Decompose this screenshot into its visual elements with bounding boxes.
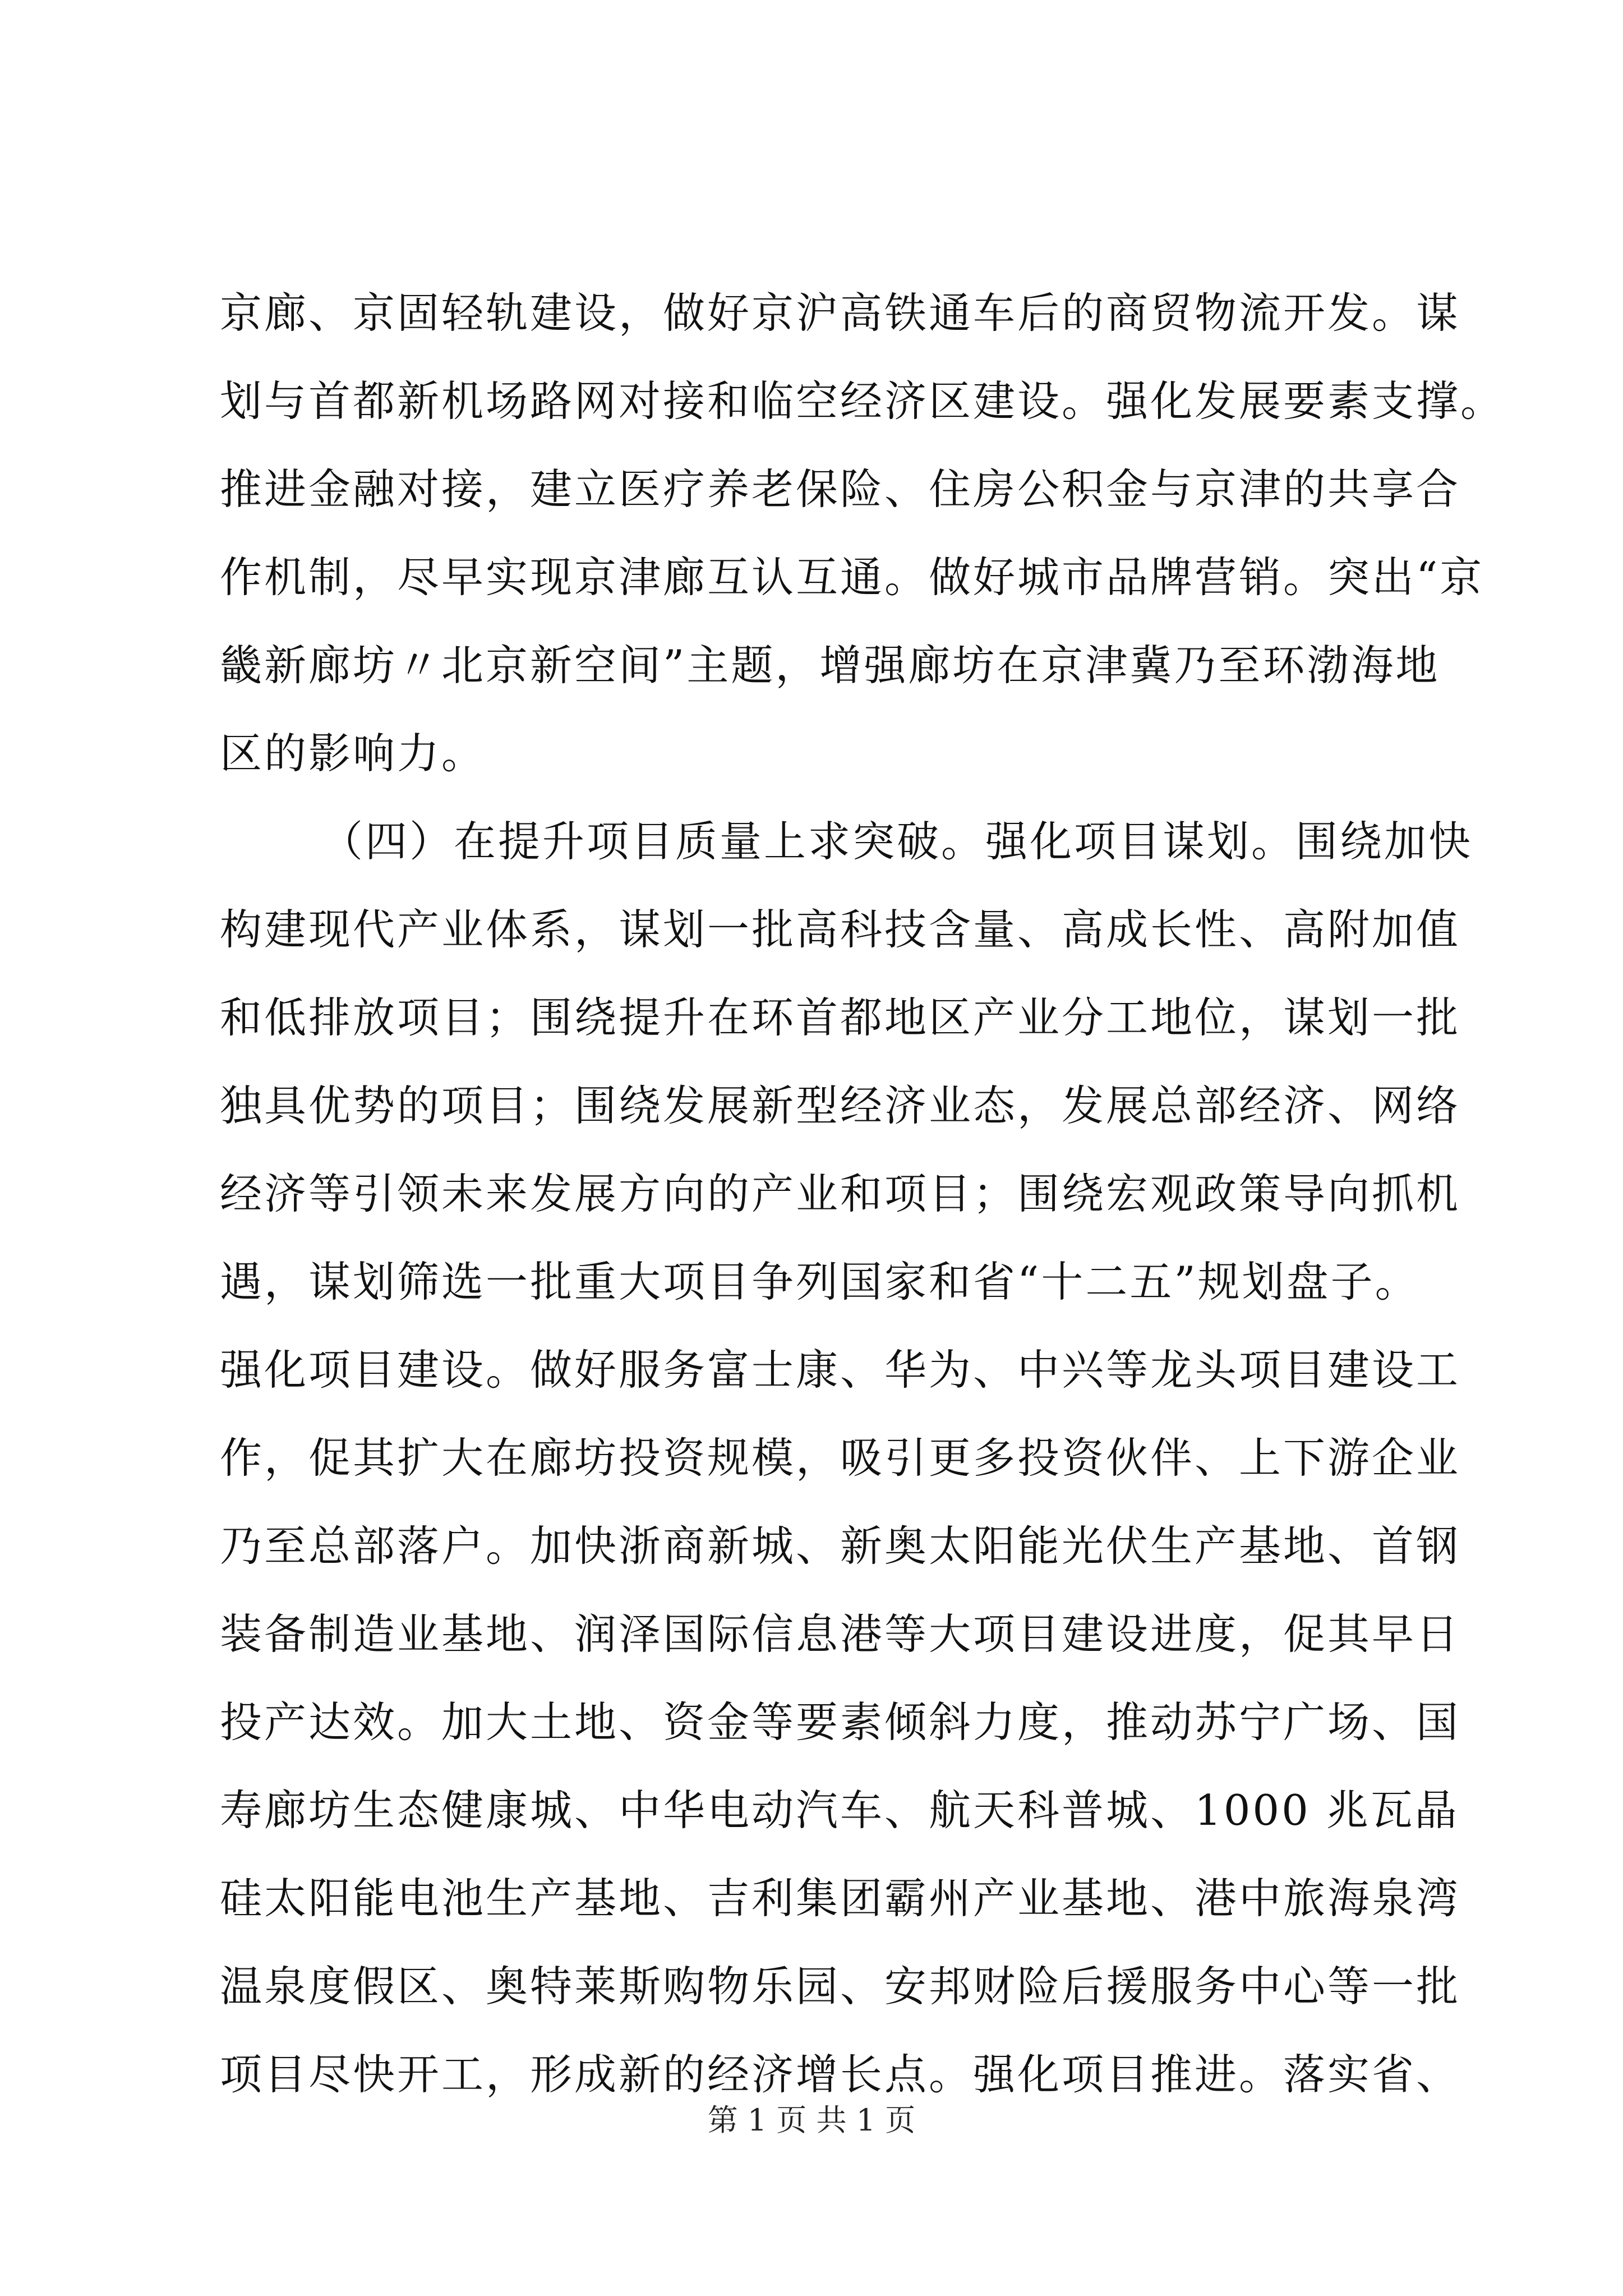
text-line: 和低排放项目；围绕提升在环首都地区产业分工地位，谋划一批 (220, 993, 1461, 1042)
text-line: 经济等引领未来发展方向的产业和项目；围绕宏观政策导向抓机 (220, 1169, 1461, 1218)
text-line: 独具优势的项目；围绕发展新型经济业态，发展总部经济、网络 (220, 1081, 1461, 1130)
text-line: 遇，谋划筛选一批重大项目争列国家和省“十二五”规划盘子。 (220, 1257, 1419, 1306)
text-line: 划与首都新机场路网对接和临空经济区建设。强化发展要素支撑。 (220, 376, 1505, 426)
text-line: 硅太阳能电池生产基地、吉利集团霸州产业基地、港中旅海泉湾 (220, 1874, 1461, 1923)
section-heading-line: （四）在提升项目质量上求突破。强化项目谋划。围绕加快 (321, 817, 1473, 866)
page-number-footer: 第 1 页 共 1 页 (707, 2102, 916, 2138)
text-line: 区的影响力。 (220, 729, 486, 778)
text-line: 项目尽快开工，形成新的经济增长点。强化项目推进。落实省、 (220, 2050, 1461, 2099)
text-line: 作，促其扩大在廊坊投资规模，吸引更多投资伙伴、上下游企业 (220, 1433, 1461, 1483)
text-line: 乃至总部落户。加快浙商新城、新奥太阳能光伏生产基地、首钢 (220, 1521, 1461, 1571)
text-line: 温泉度假区、奥特莱斯购物乐园、安邦财险后援服务中心等一批 (220, 1962, 1461, 2011)
text-line: 构建现代产业体系，谋划一批高科技含量、高成长性、高附加值 (220, 905, 1461, 954)
text-line: 强化项目建设。做好服务富士康、华为、中兴等龙头项目建设工 (220, 1345, 1461, 1395)
text-line: 投产达效。加大土地、资金等要素倾斜力度，推动苏宁广场、国 (220, 1697, 1461, 1747)
text-line: 作机制，尽早实现京津廊互认互通。做好城市品牌营销。突出“京 (220, 553, 1484, 602)
text-line: 装备制造业基地、润泽国际信息港等大项目建设进度，促其早日 (220, 1609, 1461, 1659)
document-body (220, 269, 1505, 2119)
text-line: 推进金融对接，建立医疗养老保险、住房公积金与京津的共享合 (220, 464, 1461, 514)
text-line: 畿新廊坊〃北京新空间”主题，增强廊坊在京津冀乃至环渤海地 (220, 641, 1440, 690)
text-line: 寿廊坊生态健康城、中华电动汽车、航天科普城、1000 兆瓦晶 (220, 1786, 1459, 1835)
text-line: 京廊、京固轻轨建设，做好京沪高铁通车后的商贸物流开发。谋 (220, 288, 1461, 338)
